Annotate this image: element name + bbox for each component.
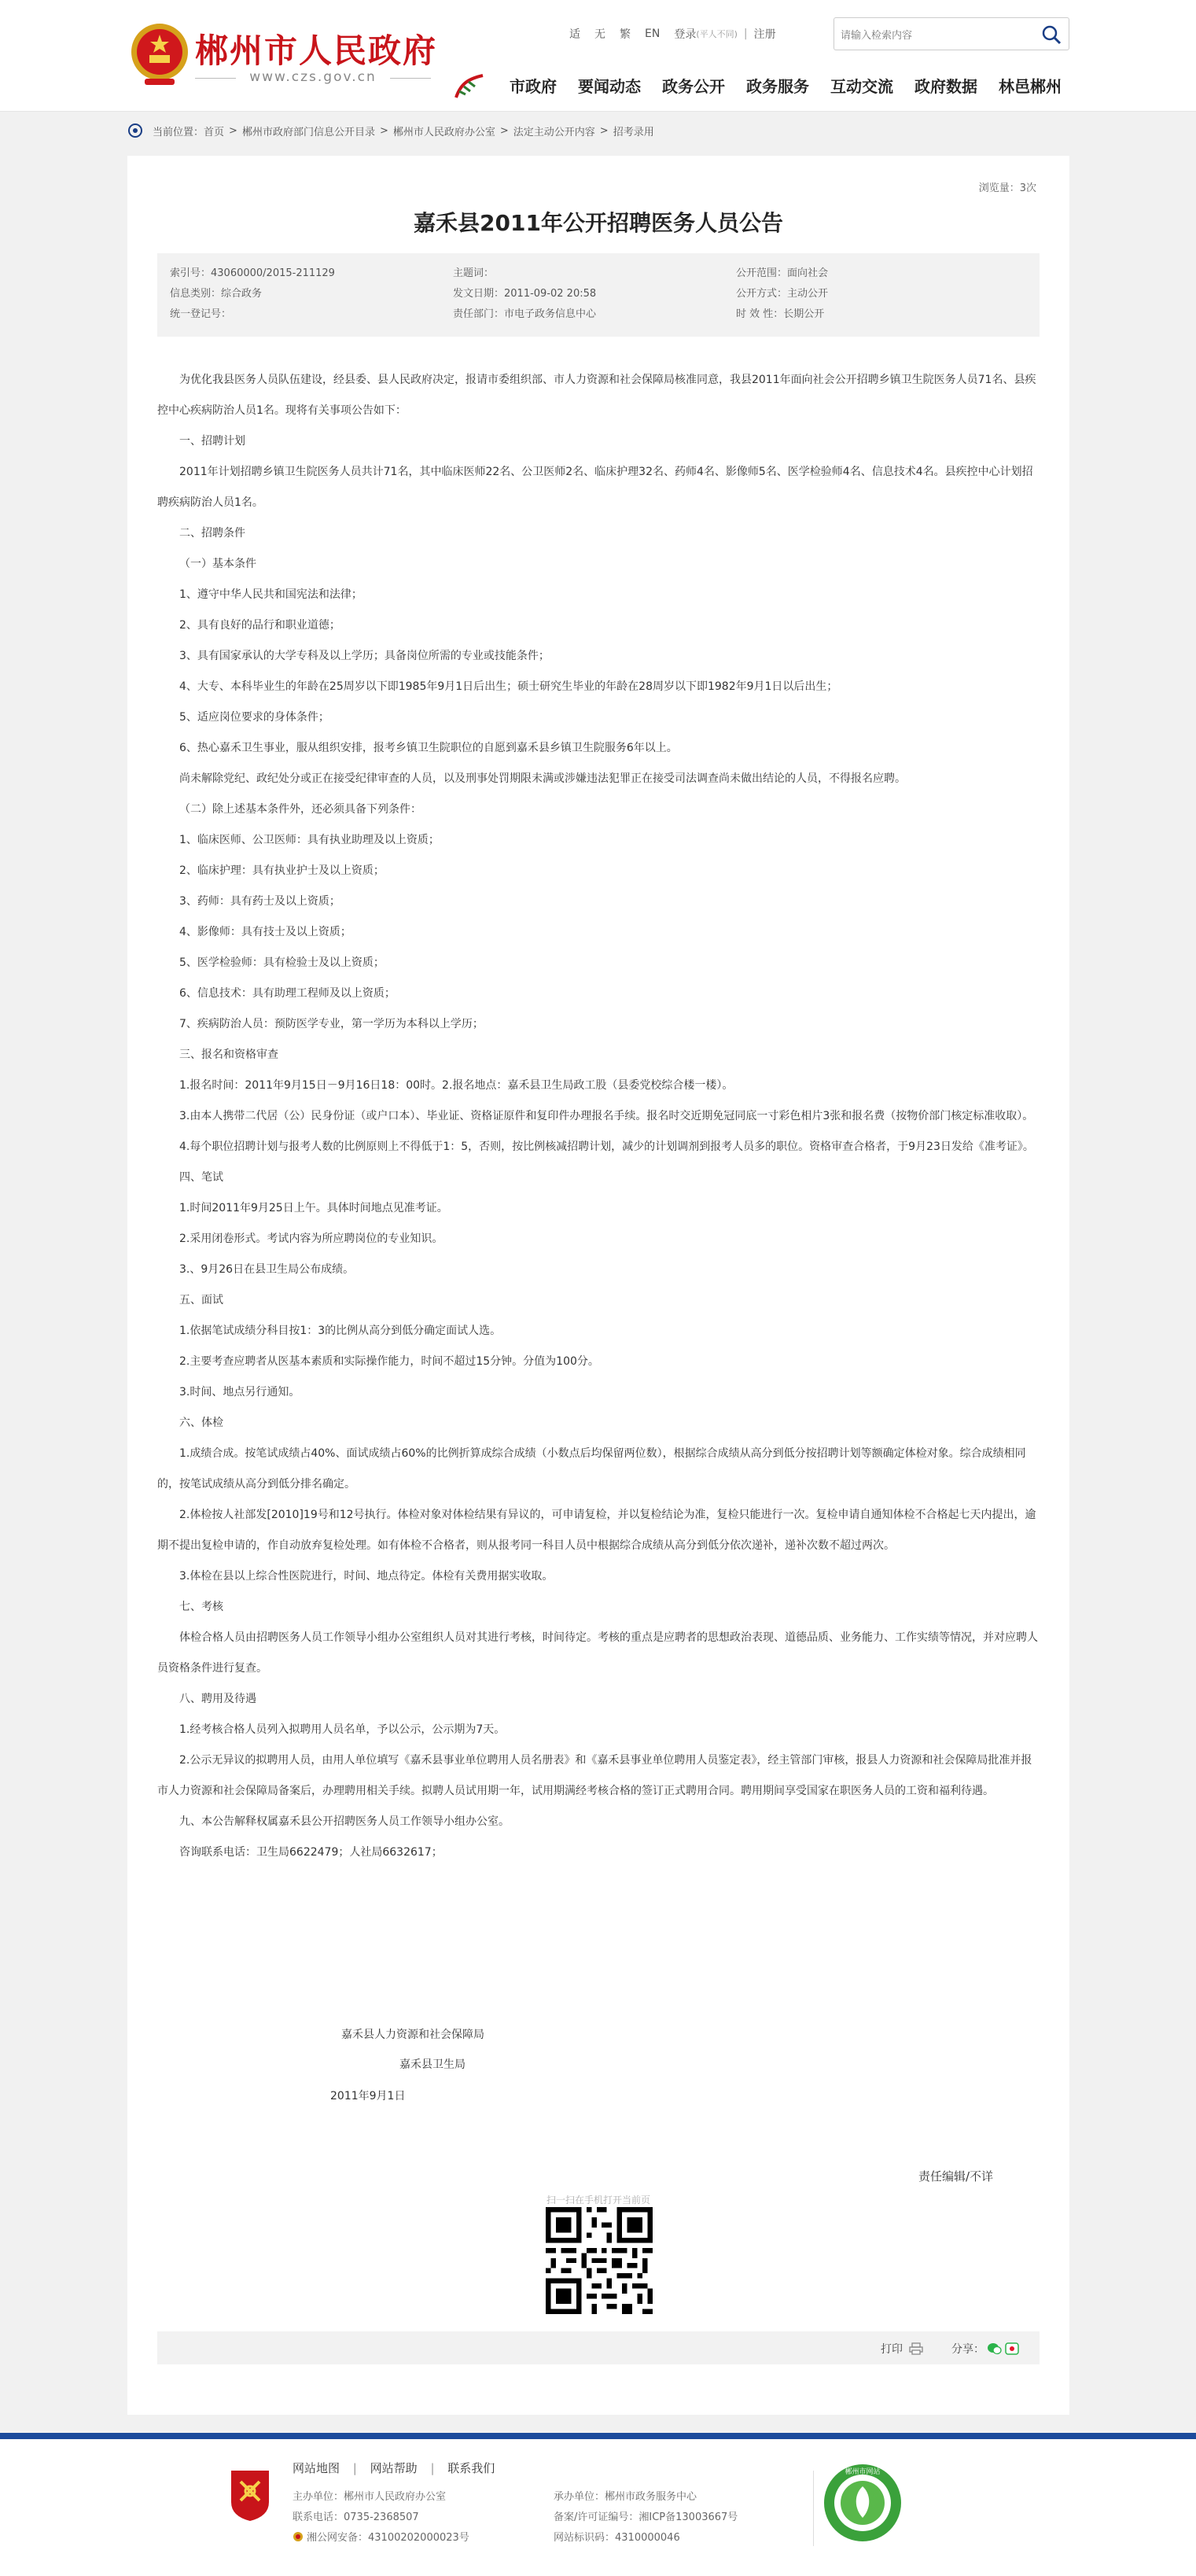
view-count: 浏览量：3次 [978,182,1036,194]
national-emblem-icon[interactable] [129,20,190,88]
breadcrumb [127,123,654,138]
section-heading: 四、笔试 [179,1171,223,1184]
breadcrumb-label: 当前位置： [153,126,204,138]
print-button[interactable] [881,2341,923,2357]
meta-dept: 责任部门：市电子政务信息中心 [453,308,597,320]
breadcrumb-sep: > [379,124,388,137]
section-heading: 二、招聘条件 [179,527,245,540]
paragraph: 4、影像师：具有技士及以上资质； [179,926,351,938]
breadcrumb-sep: > [229,124,237,137]
paragraph: 3.时间、地点另行通知。 [179,1386,300,1399]
breadcrumb-sep: > [499,124,509,137]
search-icon[interactable] [1040,24,1062,46]
paragraph: 1.依据笔试成绩分科目按1：3的比例从高分到低分确定面试人选。 [179,1325,502,1337]
site-url: www.czs.gov.cn [195,69,431,85]
paragraph: 1、遵守中华人民共和国宪法和法律； [179,588,362,601]
meta-scope: 公开范围：面向社会 [736,267,829,279]
paragraph: 2.体检按人社部发[2010]19号和12号执行。体检对象对体检结果有异议的，可申请复检，并以复检结论为准，复检只能进行一次。复检申请自通知体检不合格起七天内提出，逾期不提出复检申请的，作自动放弃复检处理。如有体检不合格者，则从报考同一科目人员中根据综合成绩从高分到低分依次递补，递补次数不超过两次。 [157,1509,1036,1552]
paragraph: （一）基本条件 [179,558,256,570]
paragraph: 7、疾病防治人员：预防医学专业，第一学历为本科以上学历； [179,1018,484,1030]
paragraph: 1.报名时间：2011年9月15日－9月16日18：00时。2.报名地点：嘉禾县卫生局政工股（县委党校综合楼一楼）。 [179,1079,734,1092]
footer-link-sitemap[interactable]: 网站地图 [293,2461,340,2475]
section-heading: 八、聘用及待遇 [179,1693,256,1705]
footer-police[interactable]: 湘公网安备：43100202000023号 [307,2532,469,2544]
nav-item[interactable]: 政务公开 [662,77,725,96]
main-nav [510,74,1062,97]
footer-link-contact[interactable]: 联系我们 [447,2461,495,2475]
party-gov-logo-icon[interactable] [228,2467,272,2523]
section-heading: 三、报名和资格审查 [179,1048,278,1061]
paragraph: 咨询联系电话：卫生局6622479；人社局6632617； [179,1846,443,1859]
paragraph: 九、本公告解释权属嘉禾县公开招聘医务人员工作领导小组办公室。 [179,1815,510,1828]
meta-date: 发文日期：2011-09-02 20:58 [453,288,597,300]
nav-item[interactable]: 政府数据 [914,77,977,96]
breadcrumb-sep: > [599,124,609,137]
footer-host: 主办单位：郴州市人民政府办公室 [293,2491,447,2503]
paragraph: 5、适应岗位要求的身体条件； [179,711,329,724]
search-box [834,17,1069,50]
article-body [157,365,1040,1868]
footer-phone: 联系电话：0735-2368507 [293,2512,419,2523]
paragraph: 3.由本人携带二代居（公）民身份证（或户口本）、毕业证、资格证原件和复印件办理报名手续。报名时交近期免冠同底一寸彩色相片3张和报名费（按物价部门核定标准收取）。 [179,1110,1034,1122]
login-note: (平人不同) [696,29,738,39]
top-links [569,24,776,44]
register-link[interactable]: 注册 [753,28,776,41]
signature-date: 2011年9月1日 [330,2090,406,2102]
english-link[interactable]: EN [645,28,661,40]
paragraph: 2.主要考查应聘者从医基本素质和实际操作能力，时间不超过15分钟。分值为100分。 [179,1355,599,1368]
paragraph: 6、热心嘉禾卫生事业，服从组织安排，报考乡镇卫生院职位的自愿到嘉禾县乡镇卫生院服务6年以上。 [179,742,678,754]
qr-caption: 扫一扫在手机打开当前页 [546,2195,650,2206]
wechat-icon[interactable] [988,2342,1002,2355]
paragraph: 4、大专、本科毕业生的年龄在25周岁以下即1985年9月1日后出生；硕士研究生毕业的年龄在28周岁以下即1982年9月1日以后出生； [179,680,838,693]
police-badge-icon [293,2531,304,2542]
paragraph: 2、具有良好的品行和职业道德； [179,619,340,632]
traditional-chinese-link[interactable]: 繁 [620,28,631,41]
printer-icon [909,2342,923,2355]
paragraph: 1、临床医师、公卫医师：具有执业助理及以上资质； [179,834,440,846]
meta-subject: 主题词： [453,267,495,279]
editor-credit: 责任编辑/不详 [918,2169,994,2184]
article-meta [157,253,1040,337]
section-heading: 六、体检 [179,1417,223,1429]
paragraph: 2011年计划招聘乡镇卫生院医务人员共计71名，其中临床医师22名、公卫医师2名、临床护理32名、药师4名、影像师5名、医学检验师4名、信息技术4名。县疾控中心计划招聘疾病防治人员1名。 [157,466,1033,509]
footer-link-help[interactable]: 网站帮助 [370,2461,418,2475]
meta-validity: 时 效 性：长期公开 [736,308,825,320]
meta-index-no: 索引号：43060000/2015-211129 [170,267,335,279]
article-title: 嘉禾县2011年公开招聘医务人员公告 [414,210,783,236]
paragraph: 1.时间2011年9月25日上午。具体时间地点见准考证。 [179,1202,448,1214]
paragraph: 3.体检在县以上综合性医院进行，时间、地点待定。体检有关费用据实收取。 [179,1570,554,1583]
nav-item[interactable]: 互动交流 [830,77,893,96]
meta-reg-no: 统一登记号： [170,308,232,320]
paragraph: 2、临床护理：具有执业护士及以上资质； [179,864,385,877]
paragraph: 2.公示无异议的拟聘用人员，由用人单位填写《嘉禾县事业单位聘用人员名册表》和《嘉禾县事业单位聘用人员鉴定表》，经主管部门审核，报县人力资源和社会保障局批准并报市人力资源和社会保障局备案后，办理聘用相关手续。拟聘人员试用期一年，试用期满经考核合格的签订正式聘用合同。聘用期间享受国家在职医务人员的工资和福利待遇。 [157,1754,1032,1797]
paragraph: 3.、9月26日在县卫生局公布成绩。 [179,1263,355,1276]
site-header [0,0,1196,112]
breadcrumb-item[interactable]: 招考录用 [613,126,654,138]
section-heading: 五、面试 [179,1294,223,1306]
paragraph: 尚未解除党纪、政纪处分或正在接受纪律审查的人员，以及刑事处罚期限未满或涉嫌违法犯罪正在接受司法调查尚未做出结论的人员，不得报名应聘。 [179,772,906,785]
site-logo-badge[interactable] [822,2463,903,2543]
site-name[interactable]: 郴州市人民政府 [195,31,438,70]
paragraph: （二）除上述基本条件外，还必须具备下列条件： [179,803,421,816]
paragraph: 1.成绩合成。按笔试成绩占40%、面试成绩占60%的比例折算成综合成绩（小数点后均保留两位数），根据综合成绩从高分到低分按招聘计划等额确定体检对象。综合成绩相同的，按笔试成绩从高分到低分排名确定。 [157,1447,1026,1491]
qr-code-icon [546,2207,653,2314]
divider: | [430,2461,435,2475]
footer-links [293,2460,495,2476]
section-heading: 一、招聘计划 [179,435,245,448]
paragraph: 6、信息技术：具有助理工程师及以上资质； [179,987,396,1000]
breadcrumb-item[interactable]: 郴州市政府部门信息公开目录 [241,126,375,138]
nav-item[interactable]: 政务服务 [746,77,809,96]
location-icon [127,123,143,138]
search-input[interactable] [841,25,1029,44]
breadcrumb-item[interactable]: 法定主动公开内容 [513,126,595,138]
accessibility-link[interactable]: 无 [594,28,605,41]
meta-method: 公开方式：主动公开 [736,288,829,300]
paragraph: 1.经考核合格人员列入拟聘用人员名单，予以公示，公示期为7天。 [179,1723,506,1736]
footer-accent-bar [0,2433,1196,2439]
paragraph: 体检合格人员由招聘医务人员工作领导小组办公室组织人员对其进行考核，时间待定。考核的重点是应聘者的思想政治表现、道德品质、业务能力、工作实绩等情况，并对应聘人员资格条件进行复查。 [157,1631,1038,1675]
site-footer [0,2439,1196,2576]
share-group [951,2341,1019,2357]
breadcrumb-item[interactable]: 首页 [204,126,225,138]
footer-site-id: 网站标识码：4310000046 [554,2532,680,2544]
site-logo-text: 郴州市网站 [845,2468,881,2476]
paragraph: 4.每个职位招聘计划与报考人数的比例原则上不得低于1：5，否则，按比例核减招聘计划，减少的计划调剂到报考人员多的职位。资格审查合格者，于9月23日发给《准考证》。 [179,1141,1034,1153]
breadcrumb-item[interactable]: 郴州市人民政府办公室 [392,126,495,138]
nav-item[interactable]: 林邑郴州 [999,77,1062,96]
signature-org1: 嘉禾县人力资源和社会保障局 [341,2029,484,2041]
section-heading: 七、考核 [179,1601,223,1613]
article-actions [157,2331,1040,2364]
print-label: 打印 [881,2343,903,2356]
share-label: 分享： [951,2343,984,2356]
footer-icp[interactable]: 备案/许可证编号：湘ICP备13003667号 [554,2512,738,2523]
footer-divider [813,2471,814,2546]
footer-undertaker: 承办单位：郴州市政务服务中心 [554,2491,697,2503]
footer-police-wrap [293,2529,469,2544]
paragraph: 为优化我县医务人员队伍建设，经县委、县人民政府决定，报请市委组织部、市人力资源和社会保障局核准同意，我县2011年面向社会公开招聘乡镇卫生院医务人员71名、县疾控中心疾病防治人员1名。现将有关事项公告如下： [157,374,1036,417]
nav-item[interactable]: 要闻动态 [578,77,641,96]
login-link[interactable]: 登录 [674,28,697,41]
nav-decoration-icon [451,68,488,104]
meta-category: 信息类别：综合政务 [170,288,263,300]
paragraph: 5、医学检验师：具有检验士及以上资质； [179,956,385,969]
weibo-icon[interactable] [1005,2342,1019,2355]
divider: | [352,2461,357,2475]
elder-mode-link[interactable]: 适 [569,28,580,41]
signature-org2: 嘉禾县卫生局 [399,2058,466,2071]
paragraph: 3、药师：具有药士及以上资质； [179,895,340,908]
nav-item[interactable]: 市政府 [510,77,557,96]
divider: | [743,28,748,40]
paragraph: 3、具有国家承认的大学专科及以上学历；具备岗位所需的专业或技能条件； [179,650,550,662]
article-card [127,156,1069,2415]
paragraph: 2.采用闭卷形式。考试内容为所应聘岗位的专业知识。 [179,1233,443,1245]
